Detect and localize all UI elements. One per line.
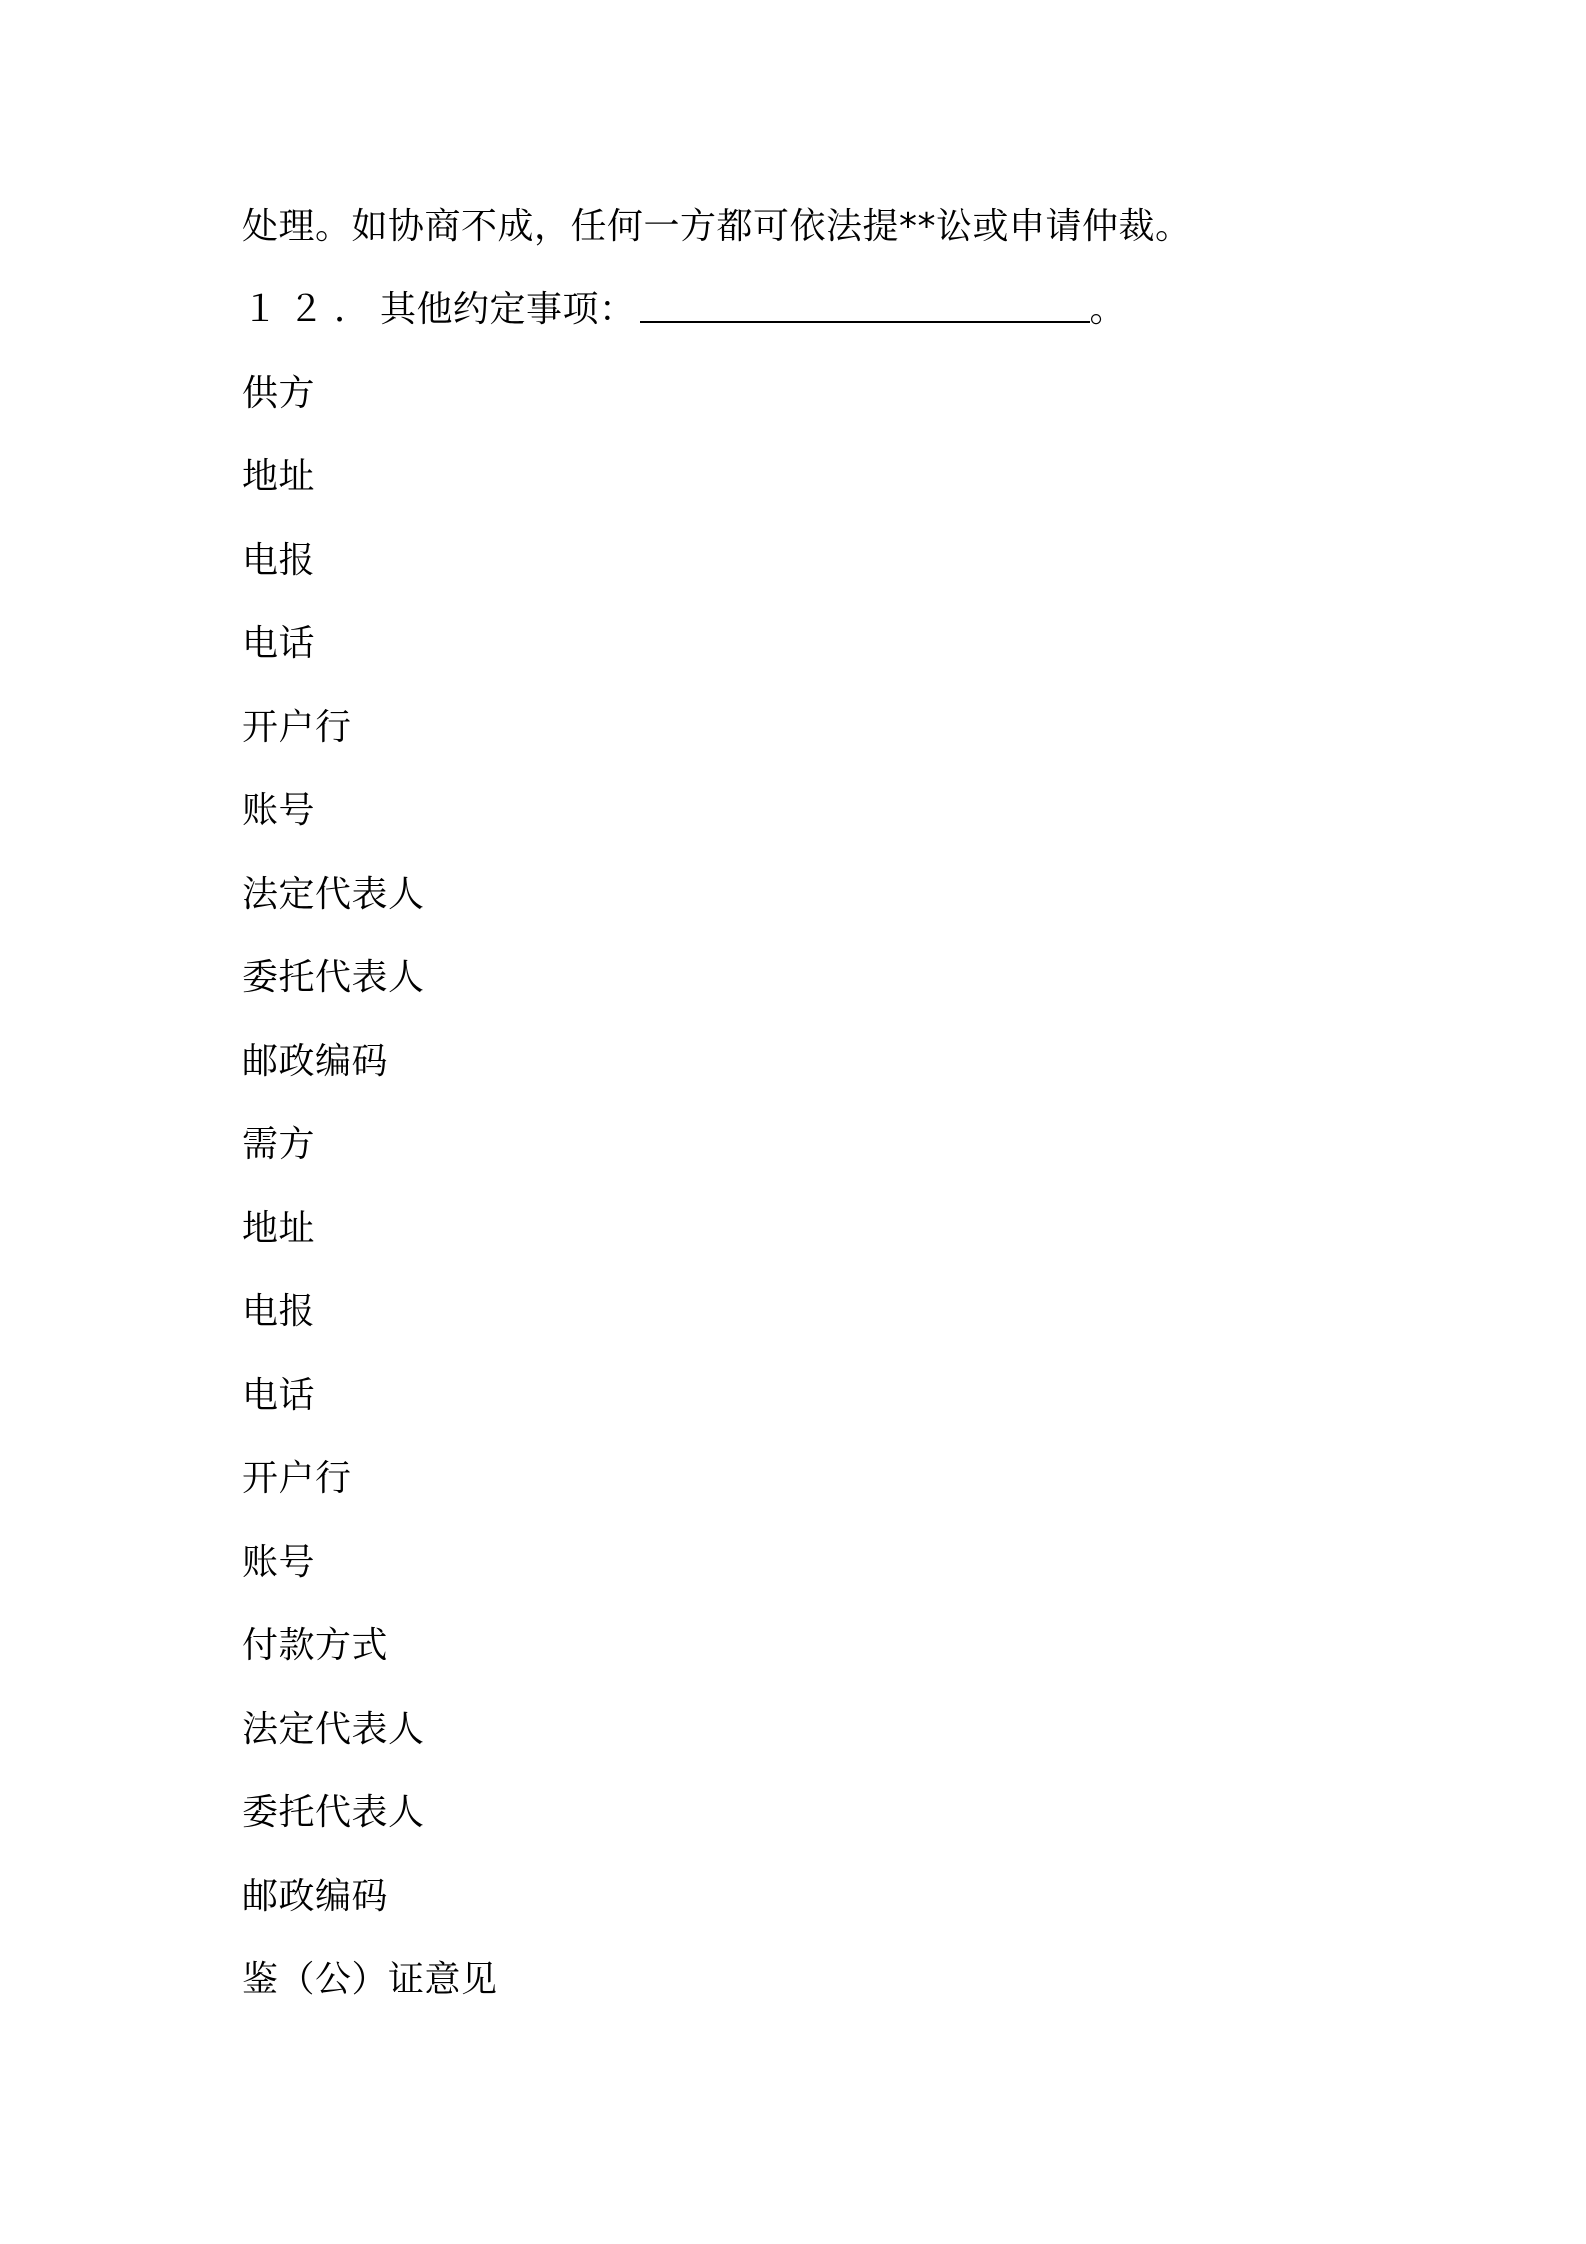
supplier-authorized-rep-label: 委托代表人 — [242, 957, 425, 998]
buyer-phone-label: 电话 — [242, 1375, 316, 1416]
clause-12-number: １２． — [242, 289, 381, 330]
supplier-heading: 供方 — [242, 373, 316, 414]
clause-12-blank-field[interactable] — [640, 291, 1090, 323]
buyer-address-label: 地址 — [242, 1208, 316, 1249]
supplier-phone-label: 电话 — [242, 623, 316, 664]
supplier-bank-label: 开户行 — [242, 707, 352, 748]
continuation-paragraph: 处理。如协商不成，任何一方都可依法提**讼或申请仲裁。 — [242, 206, 1192, 247]
buyer-legal-rep-label: 法定代表人 — [242, 1709, 425, 1750]
notary-opinion-label: 鉴（公）证意见 — [242, 1959, 498, 2000]
supplier-telegram-label: 电报 — [242, 540, 316, 581]
supplier-account-label: 账号 — [242, 790, 316, 831]
buyer-postal-code-label: 邮政编码 — [242, 1876, 389, 1917]
supplier-address-label: 地址 — [242, 456, 316, 497]
supplier-postal-code-label: 邮政编码 — [242, 1041, 389, 1082]
buyer-heading: 需方 — [242, 1124, 316, 1165]
buyer-account-label: 账号 — [242, 1542, 316, 1583]
supplier-legal-rep-label: 法定代表人 — [242, 874, 425, 915]
buyer-bank-label: 开户行 — [242, 1458, 352, 1499]
buyer-authorized-rep-label: 委托代表人 — [242, 1792, 425, 1833]
buyer-payment-method-label: 付款方式 — [242, 1625, 389, 1666]
buyer-telegram-label: 电报 — [242, 1291, 316, 1332]
clause-12 — [242, 288, 1126, 332]
clause-12-suffix: 。 — [1089, 289, 1127, 330]
clause-12-text: 其他约定事项： — [380, 289, 636, 330]
